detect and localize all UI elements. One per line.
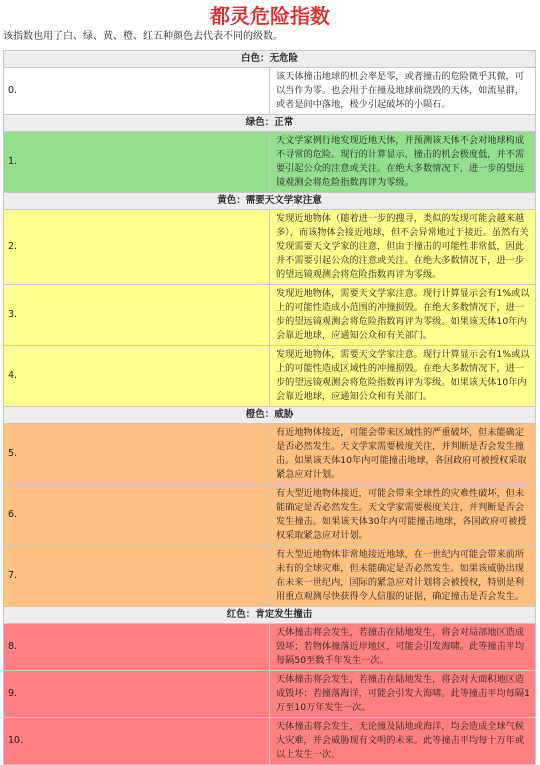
level-description: 该天体撞击地球的机会率是零，或者撞击的危险微乎其微，可以当作为零。也会用于在撞及地球前烧毁的天体，如流星群，或者是间中落地，极少引起破坏的小陨石。 — [270, 68, 536, 115]
level-number: 3. — [4, 285, 270, 346]
category-header-green — [4, 115, 536, 132]
category-header-red — [4, 607, 536, 624]
level-description: 发现近地物体，需要天文学家注意。现行计算显示会有1%或以上的可能性造成区域性的冲撞损毁。在绝大多数情况下，进一步的望远镜观测会将危险指数再评为零级。如果该天体10年内会靠近地球，应通知公众和有关部门。 — [270, 346, 536, 407]
level-description: 有近地物体接近，可能会带来区域性的严重破坏，但未能确定是否必然发生。天文学家需要极度关注，并判断是否会发生撞击。如果该天体10年内可能撞击地球，各国政府可被授权采取紧急应对计划。 — [270, 424, 536, 485]
category-header-white — [4, 51, 536, 68]
level-number: 8. — [4, 624, 270, 671]
level-description: 有大型近地物体接近，可能会带来全球性的灾难性破坏，但未能确定是否必然发生。天文学家需要极度关注，并判断是否会发生撞击。如果该天体30年内可能撞击地球，各国政府可被授权采取紧急应对计划。 — [270, 485, 536, 546]
level-row-8 — [4, 624, 536, 671]
category-header-label: 白色：无危险 — [4, 51, 536, 68]
level-number: 5. — [4, 424, 270, 485]
category-header-label: 黄色：需要天文学家注意 — [4, 193, 536, 210]
category-header-label: 红色：肯定发生撞击 — [4, 607, 536, 624]
level-number: 2. — [4, 210, 270, 285]
level-description: 天体撞击将会发生，无论撞及陆地或海洋，均会造成全球气候大灾难，并会威胁现有文明的未来。此等撞击平均每十万年或以上发生一次。 — [270, 718, 536, 765]
level-number: 0. — [4, 68, 270, 115]
level-row-9 — [4, 671, 536, 718]
level-row-2 — [4, 210, 536, 285]
category-header-orange — [4, 407, 536, 424]
level-number: 9. — [4, 671, 270, 718]
level-row-10 — [4, 718, 536, 765]
level-description: 天体撞击将会发生，若撞击在陆地发生，将会对局部地区造成毁坏；若物体撞落近岸地区，可能会引发海啸。此等撞击平均每隔50至数千年发生一次。 — [270, 624, 536, 671]
page-title: 都灵危险指数 — [210, 4, 330, 28]
torino-scale-table — [3, 50, 536, 765]
level-description: 发现近地物体（随着进一步的搜寻，类似的发现可能会越来越多），而该物体会接近地球，但不会异常地过于接近。虽然有关发现需要天文学家的注意，但由于撞击的可能性非常低，因此并不需要引起公众的注意或关注。在绝大多数情况下，进一步的望远镜观测会将危险指数再评为零级。 — [270, 210, 536, 285]
category-header-label: 绿色：正常 — [4, 115, 536, 132]
level-description: 天文学家例行地发现近地天体，并预测该天体不会对地球构成不寻常的危险。现行的计算显示，撞击的机会极度低，并不需要引起公众的注意或关注。在绝大多数情况下，进一步的望远镜观测会将危险指数再评为零级。 — [270, 132, 536, 193]
level-number: 7. — [4, 546, 270, 607]
level-row-1 — [4, 132, 536, 193]
intro-text: 该指数也用了白、绿、黄、橙、红五种颜色去代表不同的级数。 — [3, 31, 283, 42]
level-number: 1. — [4, 132, 270, 193]
level-row-4 — [4, 346, 536, 407]
level-number: 4. — [4, 346, 270, 407]
category-header-label: 橙色：威胁 — [4, 407, 536, 424]
level-number: 10. — [4, 718, 270, 765]
level-description: 天体撞击将会发生，若撞击在陆地发生，将会对大面积地区造成毁坏；若撞落海洋，可能会引发大海啸。此等撞击平均每隔1万至10万年发生一次。 — [270, 671, 536, 718]
level-description: 有大型近地物体非常地接近地球，在一世纪内可能会带来前所未有的全球灾难，但未能确定是否必然发生。如果该威胁出现在未来一世纪内，国际的紧急应对计划将会被授权，特别是利用重点观测尽快获得令人信服的证据，确定撞击是否会发生。 — [270, 546, 536, 607]
level-description: 发现近地物体，需要天文学家注意。现行计算显示会有1%或以上的可能性造成小范围的冲撞损毁。在绝大多数情况下，进一步的望远镜观测会将危险指数再评为零级。如果该天体10年内会靠近地球，应通知公众和有关部门。 — [270, 285, 536, 346]
level-row-0 — [4, 68, 536, 115]
level-number: 6. — [4, 485, 270, 546]
category-header-yellow — [4, 193, 536, 210]
level-row-5 — [4, 424, 536, 485]
level-row-7 — [4, 546, 536, 607]
level-row-6 — [4, 485, 536, 546]
level-row-3 — [4, 285, 536, 346]
